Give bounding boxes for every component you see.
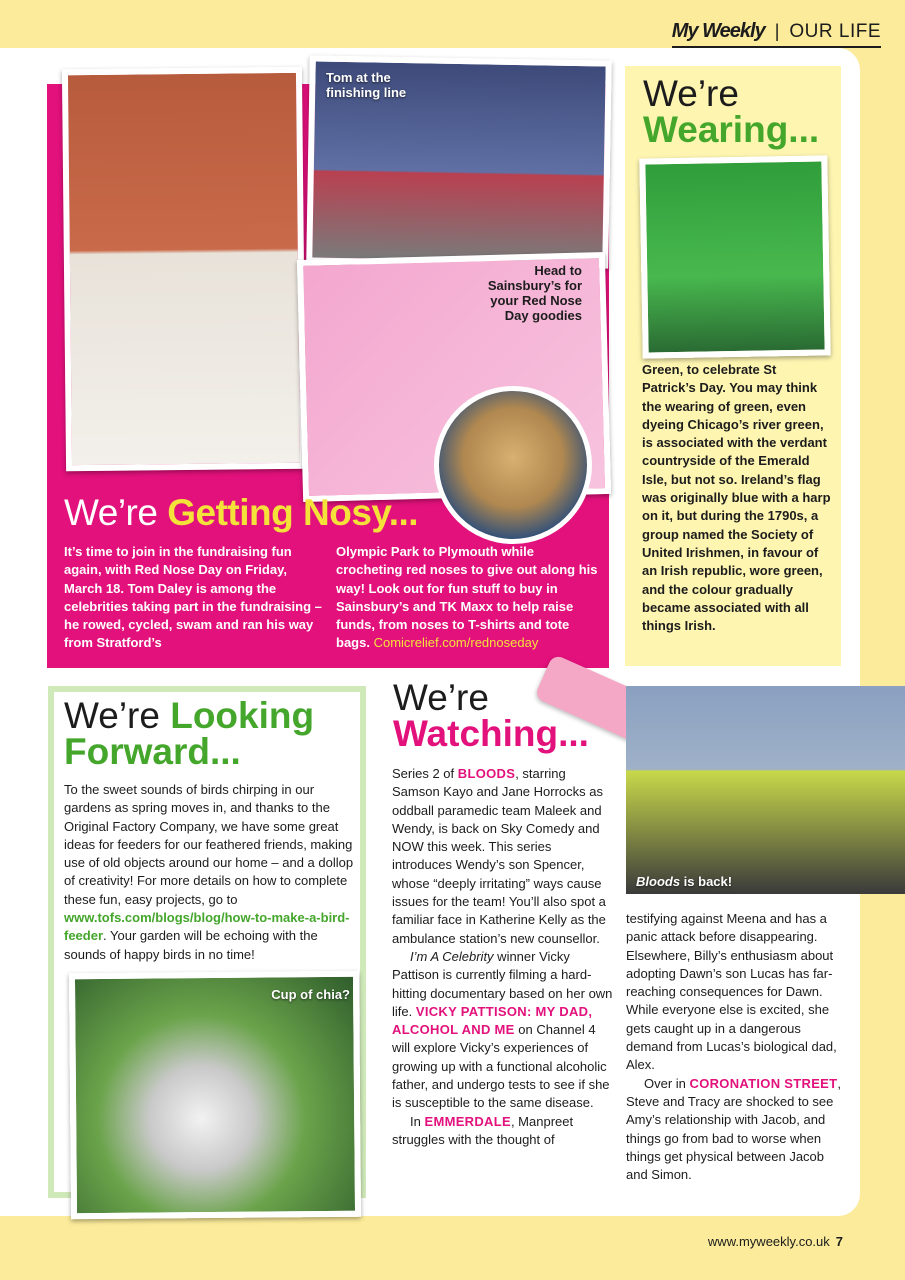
page-number: 7	[835, 1234, 843, 1249]
comic-relief-link[interactable]: Comicrelief.com/rednoseday	[373, 635, 539, 651]
heading-prefix: We’re	[64, 492, 168, 533]
watching-paragraph-2	[392, 948, 614, 1113]
text: In	[410, 1113, 425, 1129]
text: Over in	[644, 1075, 690, 1091]
bloods-caption-rest: is back!	[680, 874, 733, 889]
show-title-emmerdale: EMMERDALE	[424, 1113, 511, 1129]
watching-paragraph-4: testifying against Meena and has a panic attack before disappearing. Elsewhere, Billy’s enthusiasm about adopting Dawn’s son Lucas has far-reaching consequences for Dawn. While everyone else is excited, she gets caught up in a dangerous demand from Lucas’s biological dad, Alex.	[626, 911, 837, 1073]
text: , Manpreet struggles with the thought of	[392, 1113, 574, 1147]
show-title-bloods: BLOODS	[457, 766, 516, 781]
wearing-text: Green, to celebrate St Patrick’s Day. You may think the wearing of green, even dyeing Chicago’s river green, is associated with the verdant countryside of the Emerald Isle, but not so. Ireland’s flag was originally blue with a harp on it, but during the 1790s, a group named the Society of United Irishmen, in favour of an Irish republic, wore green, and the colour gradually became associated with all things Irish.	[642, 362, 831, 634]
sainsbury-caption: Head to Sainsbury’s for your Red Nose Day goodies	[487, 263, 582, 323]
masthead-divider: |	[774, 21, 780, 41]
teacup-feeder-photo	[69, 971, 361, 1220]
footer	[708, 1234, 843, 1249]
text: , starring Samson Kayo and Jane Horrocks as oddball paramedic team Maleek and Wendy, is back on Sky Comedy and NOW this week. This series introduces Wendy’s son Spencer, whose “deeply irritating” ways cause issues for the team! You’ll also spot a familiar face in Katherine Kelly as the ambulance station’s new counsellor.	[392, 766, 606, 946]
bloods-caption	[636, 874, 732, 889]
heading-highlight: Wearing...	[643, 109, 820, 150]
heading-highlight: Getting Nosy...	[167, 492, 419, 533]
nosy-column-2-text: Olympic Park to Plymouth while crocheting red noses to give out along his way! Look out for fun stuff to buy in Sainsbury’s and TK Maxx to help raise funds, from noses to T-shirts and tote bags.	[336, 544, 598, 651]
finish-caption: Tom at the finishing line	[326, 70, 407, 100]
bird-feeder-link[interactable]: www.tofs.com/blogs/blog/how-to-make-a-bird-feeder	[64, 910, 350, 944]
green-hat-photo	[639, 155, 830, 358]
forward-text-end: . Your garden will be echoing with the sounds of happy birds in no time!	[64, 928, 318, 962]
section-title: OUR LIFE	[789, 21, 881, 42]
forward-text-start: To the sweet sounds of birds chirping in our gardens as spring moves in, and thanks to the Original Factory Company, we have some great ideas for feeders for our feathered friends, making use of old objects around our home – and a dollop of creativity! For more details on how to complete these fun, easy projects, go to	[64, 782, 354, 907]
watching-paragraph-1	[392, 765, 614, 948]
heading-prefix: We’re	[643, 73, 739, 114]
nosy-column-1: It’s time to join in the fundraising fun again, with Red Nose Day on Friday, March 18. Tom Daley is among the celebrities taking part in the fundraising – he rowed, cycled, swam and ran his way from Stratford’s	[64, 544, 322, 651]
footer-url[interactable]: www.myweekly.co.uk	[707, 1234, 830, 1249]
brand-logo: My Weekly	[671, 20, 765, 42]
show-title-celebrity: I’m A Celebrity	[410, 948, 494, 964]
watching-paragraph-5	[626, 1075, 848, 1185]
forward-heading	[64, 695, 315, 772]
heading-highlight-2: Forward...	[64, 731, 241, 772]
wearing-heading	[643, 73, 820, 150]
text: , Steve and Tracy are shocked to see Amy’s relationship with Jacob, and things go from bad to worse when things get physical between Jacob and Simon.	[626, 1075, 841, 1183]
heading-highlight: Looking	[170, 695, 315, 736]
right-band	[860, 48, 905, 1216]
watching-paragraph-3	[392, 1113, 614, 1150]
tote-bag-photo	[62, 67, 306, 471]
forward-text	[64, 781, 362, 964]
heading-highlight: Watching...	[393, 713, 589, 754]
text: winner Vicky Pattison is currently filming a hard-hitting documentary based on her own life.	[392, 948, 613, 1019]
heading-prefix: We’re	[64, 695, 171, 736]
watching-column-1	[392, 765, 614, 1149]
masthead	[672, 20, 881, 48]
text: Series 2 of	[392, 766, 458, 781]
chia-caption: Cup of chia?	[271, 987, 350, 1002]
red-nose-portrait-photo	[434, 386, 592, 544]
watching-column-2	[626, 910, 848, 1184]
heading-prefix: We’re	[393, 677, 489, 718]
nosy-column-2	[336, 543, 600, 653]
text: on Channel 4 will explore Vicky’s experiences of growing up with a functional alcoholic father, and undergo tests to see if she is susceptible to the same disease.	[392, 1022, 610, 1111]
nosy-heading	[64, 492, 418, 534]
bloods-photo	[626, 686, 905, 894]
show-title-corrie: CORONATION STREET	[689, 1075, 838, 1091]
bloods-caption-title: Bloods	[636, 874, 681, 889]
show-title-vicky: VICKY PATTISON: MY DAD, ALCOHOL AND ME	[392, 1003, 593, 1038]
